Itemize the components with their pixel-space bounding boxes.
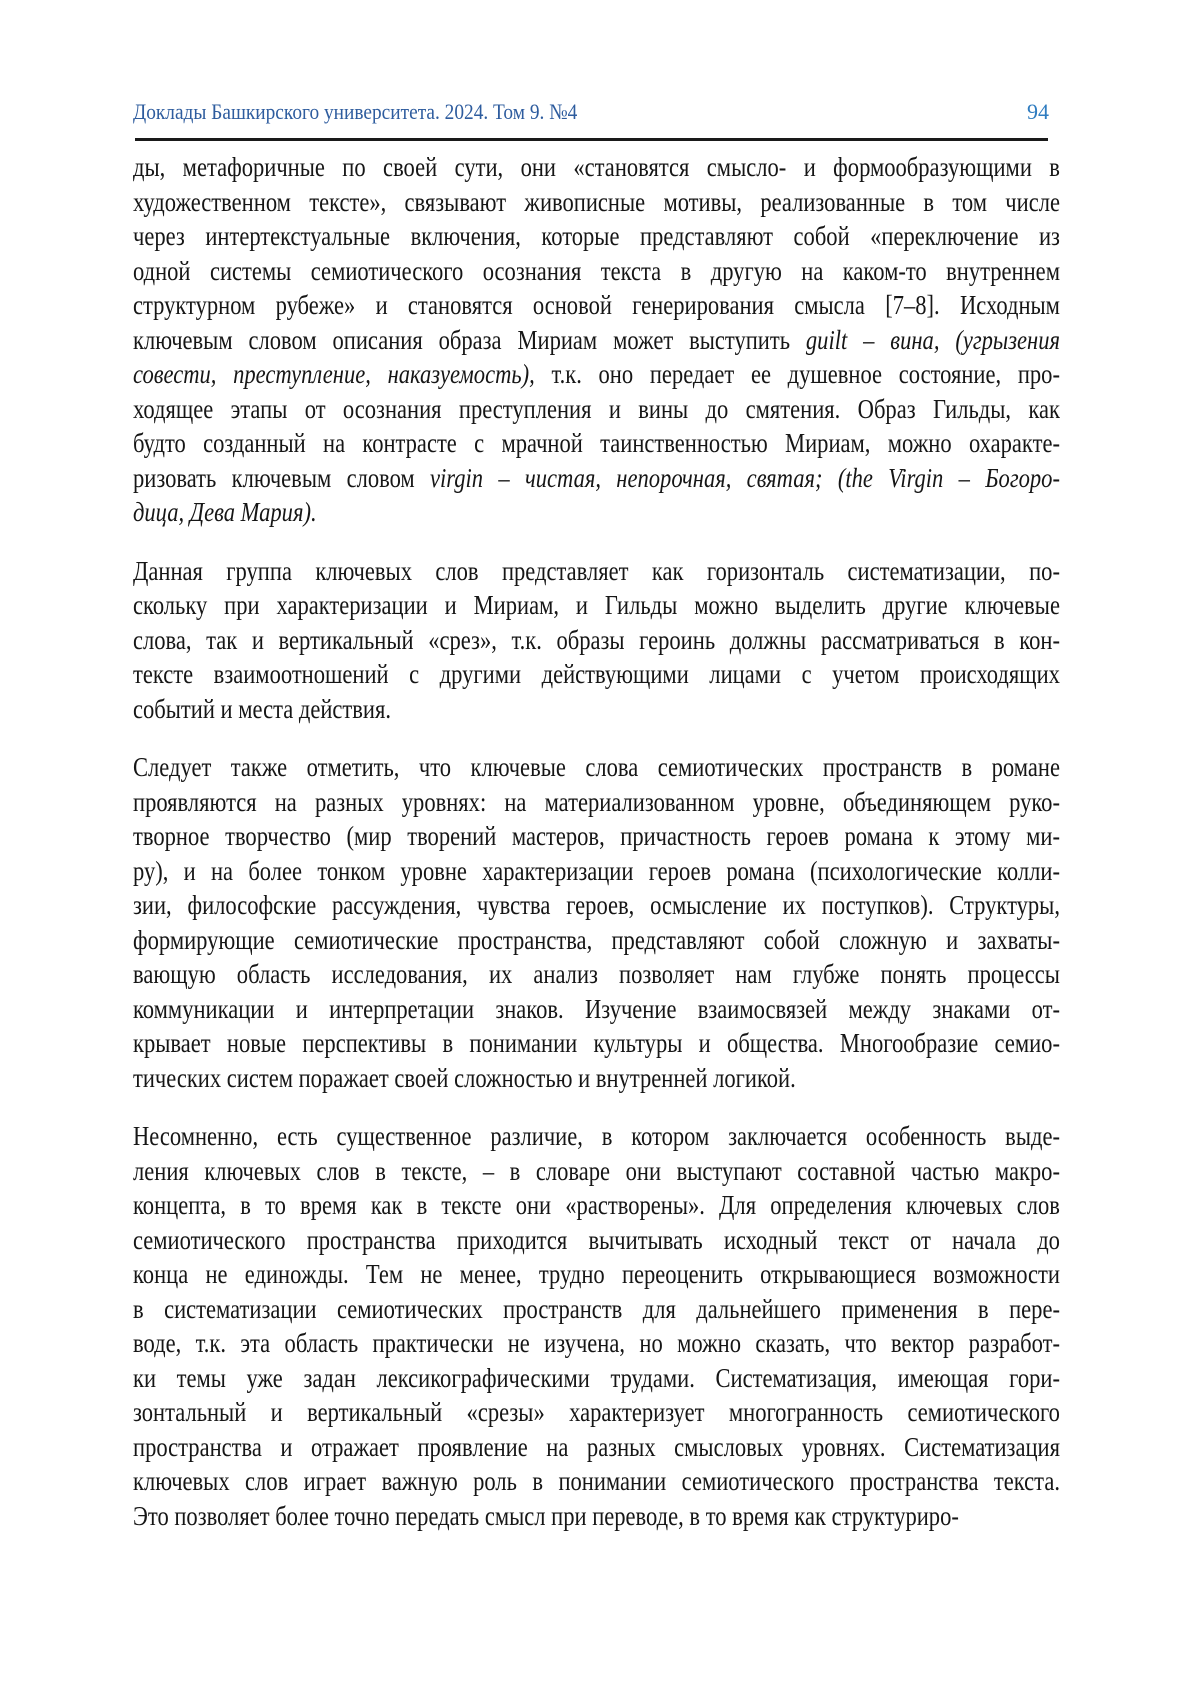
text-run: в систематизации семиотических пространств для дальнейшего применения в пере-	[133, 1293, 1060, 1324]
text-run: ды, метафоричные по своей сути, они «становятся смысло- и формообразующими в	[133, 152, 1060, 182]
text-run: скольку при характеризации и Мириам, и Гильды можно выделить другие ключевые	[133, 590, 1060, 620]
text-run: ризовать ключевым словом	[133, 462, 431, 493]
text-line	[133, 1361, 1060, 1396]
text-line	[133, 1154, 1060, 1189]
text-line	[133, 1119, 1060, 1154]
text-line	[133, 461, 1060, 496]
text-line	[133, 692, 1060, 727]
text-line	[133, 219, 1060, 254]
text-line	[133, 750, 1060, 785]
text-line	[133, 1430, 1060, 1465]
text-run: вающую область исследования, их анализ позволяет нам глубже понять процессы	[133, 959, 1060, 989]
text-line	[133, 1464, 1060, 1499]
text-line	[133, 992, 1060, 1027]
text-line	[133, 357, 1060, 392]
text-line	[133, 1188, 1060, 1223]
text-run: ключевым словом описания образа Мириам может выступить	[133, 324, 806, 355]
text-line	[133, 254, 1060, 289]
text-run: воде, т.к. эта область практически не изучена, но можно сказать, что вектор разработ-	[133, 1328, 1060, 1358]
text-line	[133, 150, 1060, 185]
text-line	[133, 657, 1060, 692]
text-run: т.к. оно передает ее душевное состояние, про-	[534, 359, 1060, 389]
text-line	[133, 888, 1060, 923]
paragraph	[133, 554, 1060, 727]
text-run: через интертекстуальные включения, которые представляют собой «переключение из	[133, 221, 1060, 251]
text-run: зонтальный и вертикальный «срезы» характеризует многогранность семиотического	[133, 1397, 1060, 1427]
text-line	[133, 1026, 1060, 1061]
text-line	[133, 1326, 1060, 1361]
text-run: крывает новые перспективы в понимании культуры и общества. Многообразие семио-	[133, 1028, 1060, 1058]
text-run: будто созданный на контрасте с мрачной таинственностью Мириам, можно охаракте-	[133, 428, 1060, 458]
page-number: 94	[1027, 99, 1049, 124]
text-line	[133, 288, 1060, 323]
text-line	[133, 588, 1060, 623]
italic-text-run: дица, Дева Мария).	[133, 497, 317, 527]
journal-header	[133, 99, 1049, 125]
text-line	[133, 323, 1060, 358]
text-run: ки темы уже задан лексикографическими трудами. Систематизация, имеющая гори-	[133, 1362, 1060, 1393]
text-run: коммуникации и интерпретации знаков. Изучение взаимосвязей между знаками от-	[133, 993, 1060, 1024]
text-run: структурном рубеже» и становятся основой генерирования смысла [7–8]. Исходным	[133, 290, 1060, 320]
italic-text-run: virgin – чистая, непорочная, святая; (the Virgin – Богоро-	[430, 462, 1060, 493]
text-line	[133, 854, 1060, 889]
text-run: тических систем поражает своей сложностью и внутренней логикой.	[133, 1062, 796, 1093]
text-run: слова, так и вертикальный «срез», т.к. образы героинь должны рассматриваться в кон-	[133, 624, 1060, 655]
text-run: тексте взаимоотношений с другими действующими лицами с учетом происходящих	[133, 659, 1060, 689]
text-line	[133, 554, 1060, 589]
text-run: пространства и отражает проявление на разных смысловых уровнях. Систематизация	[133, 1431, 1060, 1462]
text-line	[133, 392, 1060, 427]
header-rule	[135, 138, 1048, 141]
text-run: ру), и на более тонком уровне характеризации героев романа (психологические колли-	[133, 855, 1060, 886]
text-run: творное творчество (мир творений мастеров, причастность героев романа к этому ми-	[133, 821, 1060, 851]
text-line	[133, 1499, 1060, 1534]
text-line	[133, 426, 1060, 461]
text-line	[133, 819, 1060, 854]
text-run: Данная группа ключевых слов представляет как горизонталь систематизации, по-	[133, 555, 1060, 586]
text-line	[133, 785, 1060, 820]
text-line	[133, 957, 1060, 992]
text-run: конца не единожды. Тем не менее, трудно переоценить открывающиеся возможности	[133, 1259, 1060, 1289]
text-line	[133, 1292, 1060, 1327]
text-run: зии, философские рассуждения, чувства героев, осмысление их поступков). Структуры,	[133, 890, 1060, 920]
text-run: Следует также отметить, что ключевые слова семиотических пространств в романе	[133, 752, 1060, 782]
text-line	[133, 1223, 1060, 1258]
italic-text-run: guilt – вина, (угрызения	[805, 324, 1060, 355]
italic-text-run: совести, преступление, наказуемость),	[133, 359, 535, 389]
text-line	[133, 1061, 1060, 1096]
text-run: ходящее этапы от осознания преступления и вины до смятения. Образ Гильды, как	[133, 393, 1060, 424]
text-line	[133, 185, 1060, 220]
text-run: Несомненно, есть существенное различие, в котором заключается особенность выде-	[133, 1121, 1060, 1151]
text-run: проявляются на разных уровнях: на материализованном уровне, объединяющем руко-	[133, 786, 1060, 817]
text-line	[133, 923, 1060, 958]
journal-title: Доклады Башкирского университета. 2024. Том 9. №4	[133, 99, 578, 124]
text-run: художественном тексте», связывают живописные мотивы, реализованные в том числе	[133, 186, 1060, 217]
text-line	[133, 1257, 1060, 1292]
text-run: Это позволяет более точно передать смысл при переводе, в то время как структуриро-	[133, 1500, 959, 1531]
text-run: семиотического пространства приходится вычитывать исходный текст от начала до	[133, 1224, 1060, 1255]
paragraph	[133, 750, 1060, 1095]
text-run: одной системы семиотического осознания текста в другую на каком-то внутреннем	[133, 255, 1060, 286]
paragraph	[133, 150, 1060, 530]
text-line	[133, 495, 1060, 530]
text-line	[133, 623, 1060, 658]
text-run: концепта, в то время как в тексте они «растворены». Для определения ключевых слов	[133, 1190, 1060, 1220]
text-run: событий и места действия.	[133, 693, 391, 724]
article-body	[133, 150, 1060, 1533]
text-run: ключевых слов играет важную роль в понимании семиотического пространства текста.	[133, 1466, 1060, 1496]
text-line	[133, 1395, 1060, 1430]
text-run: ления ключевых слов в тексте, – в словаре они выступают составной частью макро-	[133, 1155, 1060, 1186]
text-run: формирующие семиотические пространства, представляют собой сложную и захваты-	[133, 924, 1060, 955]
paragraph	[133, 1119, 1060, 1533]
